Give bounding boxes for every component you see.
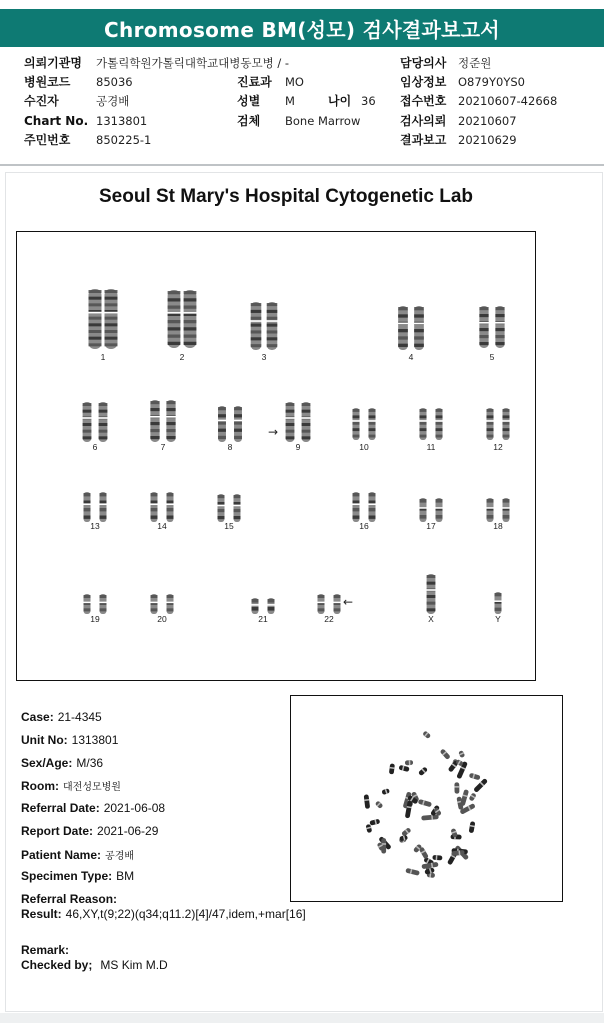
- room-value: 대전성모병원: [63, 782, 121, 793]
- chromosome-pair-1: [68, 287, 138, 366]
- specimen-value: Bone Marrow: [285, 114, 361, 128]
- chromosome-number-label: 5: [489, 352, 495, 362]
- chromosome-pair-17: [396, 496, 466, 535]
- specimen-type-row: [21, 869, 134, 883]
- chromosome-number-label: 6: [92, 442, 98, 452]
- patient-label: 수진자: [24, 94, 59, 108]
- referral-date-label: Referral Date:: [21, 801, 100, 815]
- chromosome-number-label: 22: [324, 614, 334, 624]
- resident-value: 850225-1: [96, 133, 152, 147]
- report-date-label: Report Date:: [21, 824, 94, 838]
- unit-label: Unit No:: [21, 733, 68, 747]
- doctor-value: 정준원: [458, 56, 492, 70]
- accession-label: 접수번호: [400, 94, 447, 108]
- chromosome-pair-18: [463, 496, 533, 535]
- referral-date-row: [21, 801, 165, 815]
- chart-value: 1313801: [96, 114, 148, 128]
- section-divider: [0, 164, 604, 166]
- chromosome-number-label: X: [428, 614, 434, 624]
- chromosome-pair-14: [127, 490, 197, 535]
- chromosome-number-label: 18: [493, 521, 503, 531]
- patient-name-label: Patient Name:: [21, 848, 102, 862]
- chromosome-number-label: 19: [90, 614, 100, 624]
- patient-name-value: 공경배: [105, 851, 135, 862]
- sexage-label: Sex/Age:: [21, 756, 73, 770]
- karyogram: [16, 231, 536, 681]
- report-date-row: [21, 824, 158, 838]
- specimen-label: 검체: [237, 114, 261, 128]
- age-value: 36: [361, 94, 376, 108]
- chromosome-number-label: 20: [157, 614, 167, 624]
- chromosome-number-label: 16: [359, 521, 369, 531]
- chromosome-pair-4: [376, 304, 446, 366]
- age-label: 나이: [328, 94, 352, 108]
- case-label: Case:: [21, 710, 54, 724]
- hospital-code-value: 85036: [96, 75, 133, 89]
- result-row: [21, 907, 306, 921]
- chromosome-pair-Y: [463, 590, 533, 628]
- case-value: 21-4345: [57, 710, 102, 724]
- report-date-value: 20210629: [458, 133, 517, 147]
- chromosome-pair-13: [60, 490, 130, 535]
- report-date-value-2: 2021-06-29: [97, 824, 159, 838]
- chromosome-number-label: Y: [495, 614, 501, 624]
- chromosome-number-label: 17: [426, 521, 436, 531]
- result-label: Result:: [21, 907, 62, 921]
- room-row: [21, 778, 121, 793]
- specimen-type-value: BM: [116, 869, 135, 883]
- chromosome-pair-22: [294, 592, 364, 628]
- sex-value: M: [285, 94, 295, 108]
- case-row: [21, 710, 102, 724]
- request-date-value: 20210607: [458, 114, 517, 128]
- chromosome-pair-9: [263, 400, 333, 456]
- chromosome-number-label: 7: [160, 442, 166, 452]
- arrow-right-icon: →: [268, 425, 279, 439]
- report-title: Chromosome BM(성모) 검사결과보고서: [0, 9, 604, 47]
- resident-label: 주민번호: [24, 133, 71, 147]
- sexage-value: M/36: [76, 756, 104, 770]
- chromosome-number-label: 13: [90, 521, 100, 531]
- hospital-code-label: 병원코드: [24, 75, 71, 89]
- request-label: 검사의뢰: [400, 114, 447, 128]
- chromosome-number-label: 9: [295, 442, 301, 452]
- chromosome-pair-8: [195, 404, 265, 456]
- unit-value: 1313801: [71, 733, 119, 747]
- chromosome-number-label: 1: [100, 352, 106, 362]
- chart-label: Chart No.: [24, 114, 89, 128]
- report-label: 결과보고: [400, 133, 447, 147]
- chromosome-number-label: 14: [157, 521, 167, 531]
- clinical-label: 임상정보: [400, 75, 447, 89]
- remark-label: Remark:: [21, 943, 70, 957]
- chromosome-number-label: 3: [261, 352, 267, 362]
- referral-date-value: 2021-06-08: [103, 801, 166, 815]
- chromosome-number-label: 15: [224, 521, 234, 531]
- chromosome-pair-2: [147, 288, 217, 366]
- sex-label: 성별: [237, 94, 261, 108]
- patient-info-section: [0, 52, 604, 164]
- patient-value: 공경배: [96, 94, 130, 108]
- arrow-left-icon: ←: [343, 595, 354, 609]
- chromosome-number-label: 8: [227, 442, 233, 452]
- unit-row: [21, 733, 118, 747]
- accession-value: 20210607-42668: [458, 94, 558, 108]
- dept-label: 진료과: [237, 75, 272, 89]
- chromosome-pair-6: [60, 400, 130, 456]
- clinical-value: O879Y0YS0: [458, 75, 525, 89]
- chromosome-pair-15: [194, 492, 264, 535]
- chromosome-pair-16: [329, 490, 399, 535]
- chromosome-pair-5: [457, 304, 527, 366]
- checked-label: Checked by;: [21, 958, 93, 972]
- chromosome-number-label: 2: [179, 352, 185, 362]
- sexage-row: [21, 756, 103, 770]
- chromosome-number-label: 11: [426, 442, 436, 452]
- specimen-type-label: Specimen Type:: [21, 869, 113, 883]
- remark-row: [21, 943, 69, 957]
- chromosome-pair-3: [229, 300, 299, 366]
- doctor-label: 담당의사: [400, 56, 447, 70]
- patient-name-row: [21, 847, 134, 862]
- checked-value: MS Kim M.D: [100, 958, 168, 972]
- result-value: 46,XY,t(9;22)(q34;q11.2)[4]/47,idem,+mar[16]: [65, 907, 306, 921]
- room-label: Room:: [21, 779, 59, 793]
- chromosome-number-label: 12: [493, 442, 503, 452]
- chromosome-pair-11: [396, 406, 466, 456]
- chromosome-number-label: 21: [258, 614, 268, 624]
- chromosome-pair-10: [329, 406, 399, 456]
- chromosome-number-label: 10: [359, 442, 369, 452]
- chromosome-number-label: 4: [408, 352, 414, 362]
- chromosome-pair-X: [396, 572, 466, 628]
- lab-title: Seoul St Mary's Hospital Cytogenetic Lab: [98, 186, 474, 207]
- checked-row: [21, 958, 168, 972]
- hospital-value: 가톨릭학원가톨릭대학교대병동모병 / -: [96, 56, 290, 70]
- hospital-label: 의뢰기관명: [24, 56, 82, 70]
- chromosome-pair-20: [127, 592, 197, 628]
- dept-value: MO: [285, 75, 304, 89]
- chromosome-pair-21: [228, 596, 298, 628]
- metaphase-spread-image: [290, 695, 563, 902]
- page-bottom-strip: [0, 1013, 604, 1023]
- referral-reason-label: Referral Reason:: [21, 892, 118, 906]
- metaphase-spread-graphic: [291, 696, 562, 901]
- chromosome-pair-7: [128, 398, 198, 456]
- referral-reason-row: [21, 892, 117, 906]
- chromosome-pair-12: [463, 406, 533, 456]
- chromosome-pair-19: [60, 592, 130, 628]
